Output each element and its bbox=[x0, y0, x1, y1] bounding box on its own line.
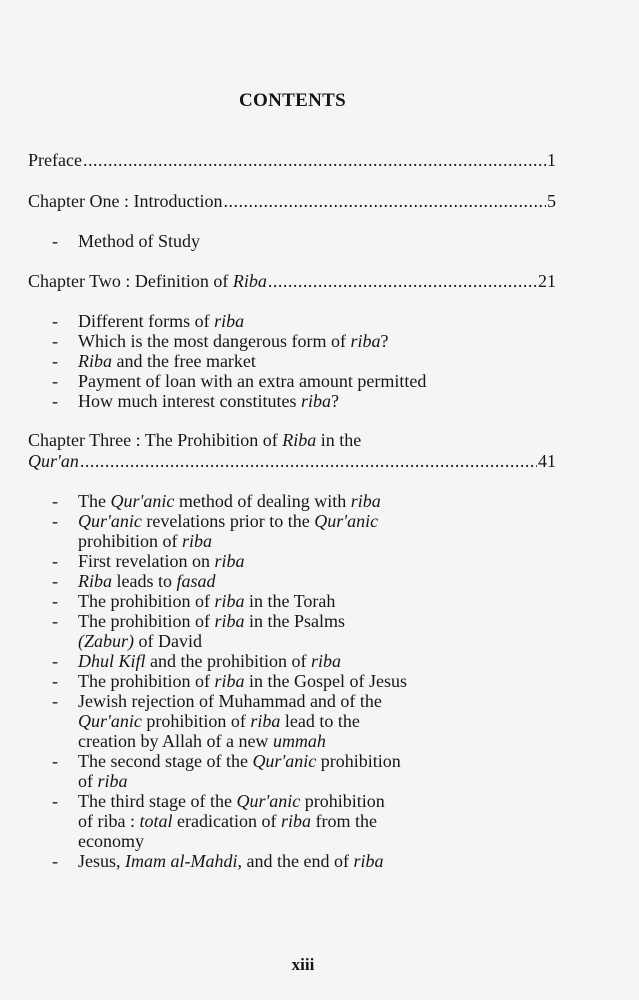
entry-page: 5 bbox=[547, 191, 556, 211]
sub-entry: - Qur'anic revelations prior to the Qur'anic prohibition of riba bbox=[52, 511, 379, 551]
entry-page: 1 bbox=[547, 150, 556, 170]
sub-entry: - Riba and the free market bbox=[52, 351, 256, 371]
entry-title: Chapter Two : Definition of Riba bbox=[28, 271, 267, 291]
toc-entry-chapter-two[interactable] bbox=[28, 271, 556, 291]
sub-entry: - Payment of loan with an extra amount permitted bbox=[52, 371, 427, 391]
sub-entry: - How much interest constitutes riba? bbox=[52, 391, 339, 411]
dot-leader bbox=[268, 271, 537, 291]
sub-entry: - Jewish rejection of Muhammad and of the Qur'anic prohibition of riba lead to the creation by Allah of a new ummah bbox=[52, 691, 382, 751]
sub-entry: - Jesus, Imam al-Mahdi, and the end of riba bbox=[52, 851, 384, 871]
sub-entry: - Which is the most dangerous form of riba? bbox=[52, 331, 389, 351]
contents-heading: CONTENTS bbox=[239, 90, 346, 111]
entry-page: 41 bbox=[538, 451, 556, 471]
sub-entry: - The prohibition of riba in the Torah bbox=[52, 591, 336, 611]
dot-leader bbox=[83, 150, 546, 170]
sub-entry: - The second stage of the Qur'anic prohibition of riba bbox=[52, 751, 401, 791]
toc-entry-chapter-three[interactable] bbox=[28, 451, 556, 471]
dash: - bbox=[52, 231, 58, 251]
page-number: xiii bbox=[291, 955, 315, 974]
sub-entry: - The third stage of the Qur'anic prohibition of riba : total eradication of riba from the economy bbox=[52, 791, 385, 851]
toc-entry-preface[interactable] bbox=[28, 150, 556, 170]
sub-entry: - The prohibition of riba in the Psalms (Zabur) of David bbox=[52, 611, 346, 651]
toc-entry-chapter-one[interactable] bbox=[28, 191, 556, 211]
sub-entry: - Different forms of riba bbox=[52, 311, 245, 331]
sub-entry: - Riba leads to fasad bbox=[52, 571, 216, 591]
dot-leader bbox=[223, 191, 546, 211]
sub-entry-text: Method of Study bbox=[78, 231, 201, 251]
sub-entry: - Dhul Kifl and the prohibition of riba bbox=[52, 651, 342, 671]
entry-title: Preface bbox=[28, 150, 82, 170]
sub-entry: - The Qur'anic method of dealing with riba bbox=[52, 491, 381, 511]
sub-entry bbox=[52, 231, 492, 251]
sub-entry: - The prohibition of riba in the Gospel of Jesus bbox=[52, 671, 407, 691]
sub-entry: - First revelation on riba bbox=[52, 551, 245, 571]
entry-title: Qur'an bbox=[28, 451, 79, 471]
entry-page: 21 bbox=[538, 271, 556, 291]
toc-entry-chapter-three-title[interactable]: Chapter Three : The Prohibition of Riba in the bbox=[28, 430, 362, 450]
entry-title: Chapter One : Introduction bbox=[28, 191, 223, 211]
dot-leader bbox=[80, 451, 537, 471]
